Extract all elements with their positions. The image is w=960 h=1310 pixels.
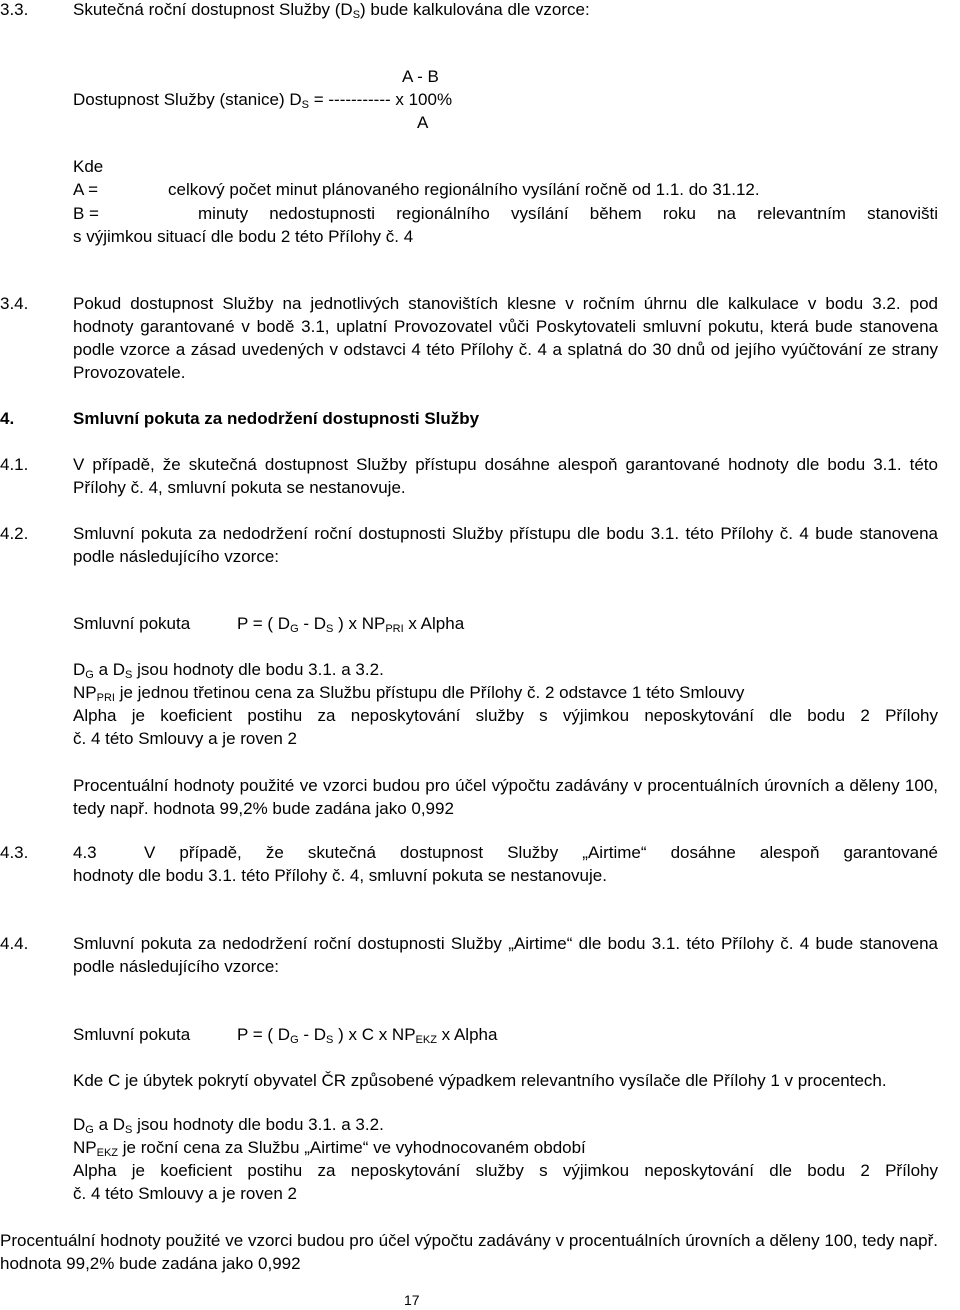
title-text: Skutečná roční dostupnost Služby (D (73, 0, 353, 19)
definition-dg-ds (73, 1115, 384, 1135)
formula-label: Smluvní pokuta (73, 1025, 191, 1044)
penalty-formula (237, 614, 464, 634)
definition-alpha-cont: č. 4 této Smlouvy a je roven 2 (73, 1184, 297, 1203)
paragraph-4-3: V případě, že skutečná dostupnost Služby „Airtime“ dosáhne alespoň garantované (144, 843, 938, 862)
penalty-formula-airtime (237, 1025, 497, 1045)
subscript: G (85, 1124, 94, 1136)
section-number: 3.4. (0, 294, 29, 313)
definition-c: Kde C je úbytek pokrytí obyvatel ČR způsobené výpadkem relevantního vysílače dle Přílohy 1 v procentech. (73, 1071, 887, 1090)
subsection-number: 4.3 (73, 843, 97, 862)
section-number: 4.4. (0, 934, 29, 953)
subscript: G (290, 623, 299, 635)
fraction-denominator: A (417, 113, 429, 132)
definition-dg-ds (73, 660, 384, 680)
section-title (73, 0, 590, 20)
subscript: G (290, 1034, 299, 1046)
def-text: je roční cena za Službu „Airtime“ ve vyhodnocovaném období (118, 1138, 586, 1157)
section-number: 4. (0, 409, 15, 428)
subscript: S (326, 1034, 334, 1046)
formula-text: Dostupnost Služby (stanice) D (73, 90, 302, 109)
definition-b-text: minuty nedostupnosti regionálního vysílání během roku na relevantním stanovišti (198, 204, 938, 223)
fraction-numerator: A - B (402, 67, 439, 86)
def-text: D (73, 660, 86, 679)
section-number: 4.3. (0, 843, 29, 862)
subscript: S (352, 9, 361, 21)
definition-a-text: celkový počet minut plánovaného regionálního vysílání ročně od 1.1. do 31.12. (168, 180, 760, 199)
percentage-note: Procentuální hodnoty použité ve vzorci budou pro účel výpočtu zadávány v procentuálních úrovních a děleny 100, tedy např. hodnota 99,2% bude zadána jako 0,992 (73, 776, 938, 818)
def-text: NP (73, 683, 97, 702)
subscript: S (301, 99, 309, 111)
formula-text: ) x NP (333, 614, 386, 633)
paragraph-3-4: Pokud dostupnost Služby na jednotlivých stanovištích klesne v ročním úhrnu dle kalkulace v bodu 3.2. pod hodnoty garantované v bodě 3.1, uplatní Provozovatel vůči Poskytovateli smluvní pokutu, která bude stanovena podle vzorce a zásad uvedených v odstavci 4 této Přílohy č. 4 a splatná do 30 dnů od jejího vyúčtování ze strany Provozovatele. (73, 294, 938, 382)
definition-b-label: B = (73, 204, 99, 223)
formula-text: P = ( D (237, 614, 291, 633)
kde-label: Kde (73, 157, 104, 176)
definition-a-label: A = (73, 180, 99, 199)
paragraph-4-3-cont: hodnoty dle bodu 3.1. této Přílohy č. 4, smluvní pokuta se nestanovuje. (73, 866, 607, 885)
subscript: EKZ (96, 1147, 119, 1159)
subscript: S (125, 1124, 133, 1136)
formula-text: - D (298, 1025, 327, 1044)
definition-np-pri (73, 683, 744, 703)
def-text: a D (93, 1115, 126, 1134)
subscript: S (125, 669, 133, 681)
section-heading: Smluvní pokuta za nedodržení dostupnosti Služby (73, 409, 480, 428)
paragraph-4-1: V případě, že skutečná dostupnost Služby přístupu dosáhne alespoň garantované hodnoty dle bodu 3.1. této Přílohy č. 4, smluvní pokuta se nestanovuje. (73, 455, 938, 497)
definition-alpha: Alpha je koeficient postihu za neposkytování služby s výjimkou neposkytování dle bodu 2 Přílohy (73, 1161, 938, 1180)
section-number: 4.2. (0, 524, 29, 543)
formula-label: Smluvní pokuta (73, 614, 191, 633)
def-text: jsou hodnoty dle bodu 3.1. a 3.2. (132, 660, 384, 679)
formula-text: P = ( D (237, 1025, 291, 1044)
def-text: je jednou třetinou cena za Službu přístupu dle Přílohy č. 2 odstavce 1 této Smlouvy (114, 683, 745, 702)
definition-alpha-cont: č. 4 této Smlouvy a je roven 2 (73, 729, 297, 748)
subscript: PRI (385, 623, 404, 635)
def-text: jsou hodnoty dle bodu 3.1. a 3.2. (132, 1115, 384, 1134)
availability-formula (73, 90, 452, 110)
section-number: 4.1. (0, 455, 29, 474)
formula-text: = ----------- x 100% (309, 90, 453, 109)
page-number: 17 (404, 1292, 420, 1308)
formula-text: ) x C x NP (333, 1025, 416, 1044)
def-text: D (73, 1115, 86, 1134)
subscript: PRI (96, 692, 115, 704)
final-percentage-note: Procentuální hodnoty použité ve vzorci budou pro účel výpočtu zadávány v procentuálních úrovních a děleny 100, tedy např. hodnota 99,2% bude zadána jako 0,992 (0, 1231, 938, 1273)
paragraph-4-4: Smluvní pokuta za nedodržení roční dostupnosti Služby „Airtime“ dle bodu 3.1. této Přílohy č. 4 bude stanovena podle následujícího vzorce: (73, 934, 938, 976)
subscript: G (85, 669, 94, 681)
definition-np-ekz (73, 1138, 586, 1158)
definition-b-text-cont: s výjimkou situací dle bodu 2 této Přílohy č. 4 (73, 227, 414, 246)
subscript: S (326, 623, 334, 635)
title-text: ) bude kalkulována dle vzorce: (360, 0, 590, 19)
section-number: 3.3. (0, 0, 29, 19)
formula-text: x Alpha (436, 1025, 498, 1044)
formula-text: - D (298, 614, 327, 633)
def-text: NP (73, 1138, 97, 1157)
def-text: a D (93, 660, 126, 679)
definition-alpha: Alpha je koeficient postihu za neposkytování služby s výjimkou neposkytování dle bodu 2 Přílohy (73, 706, 938, 725)
paragraph-4-2: Smluvní pokuta za nedodržení roční dostupnosti Služby přístupu dle bodu 3.1. této Přílohy č. 4 bude stanovena podle následujícího vzorce: (73, 524, 938, 566)
formula-text: x Alpha (403, 614, 465, 633)
subscript: EKZ (415, 1034, 437, 1046)
